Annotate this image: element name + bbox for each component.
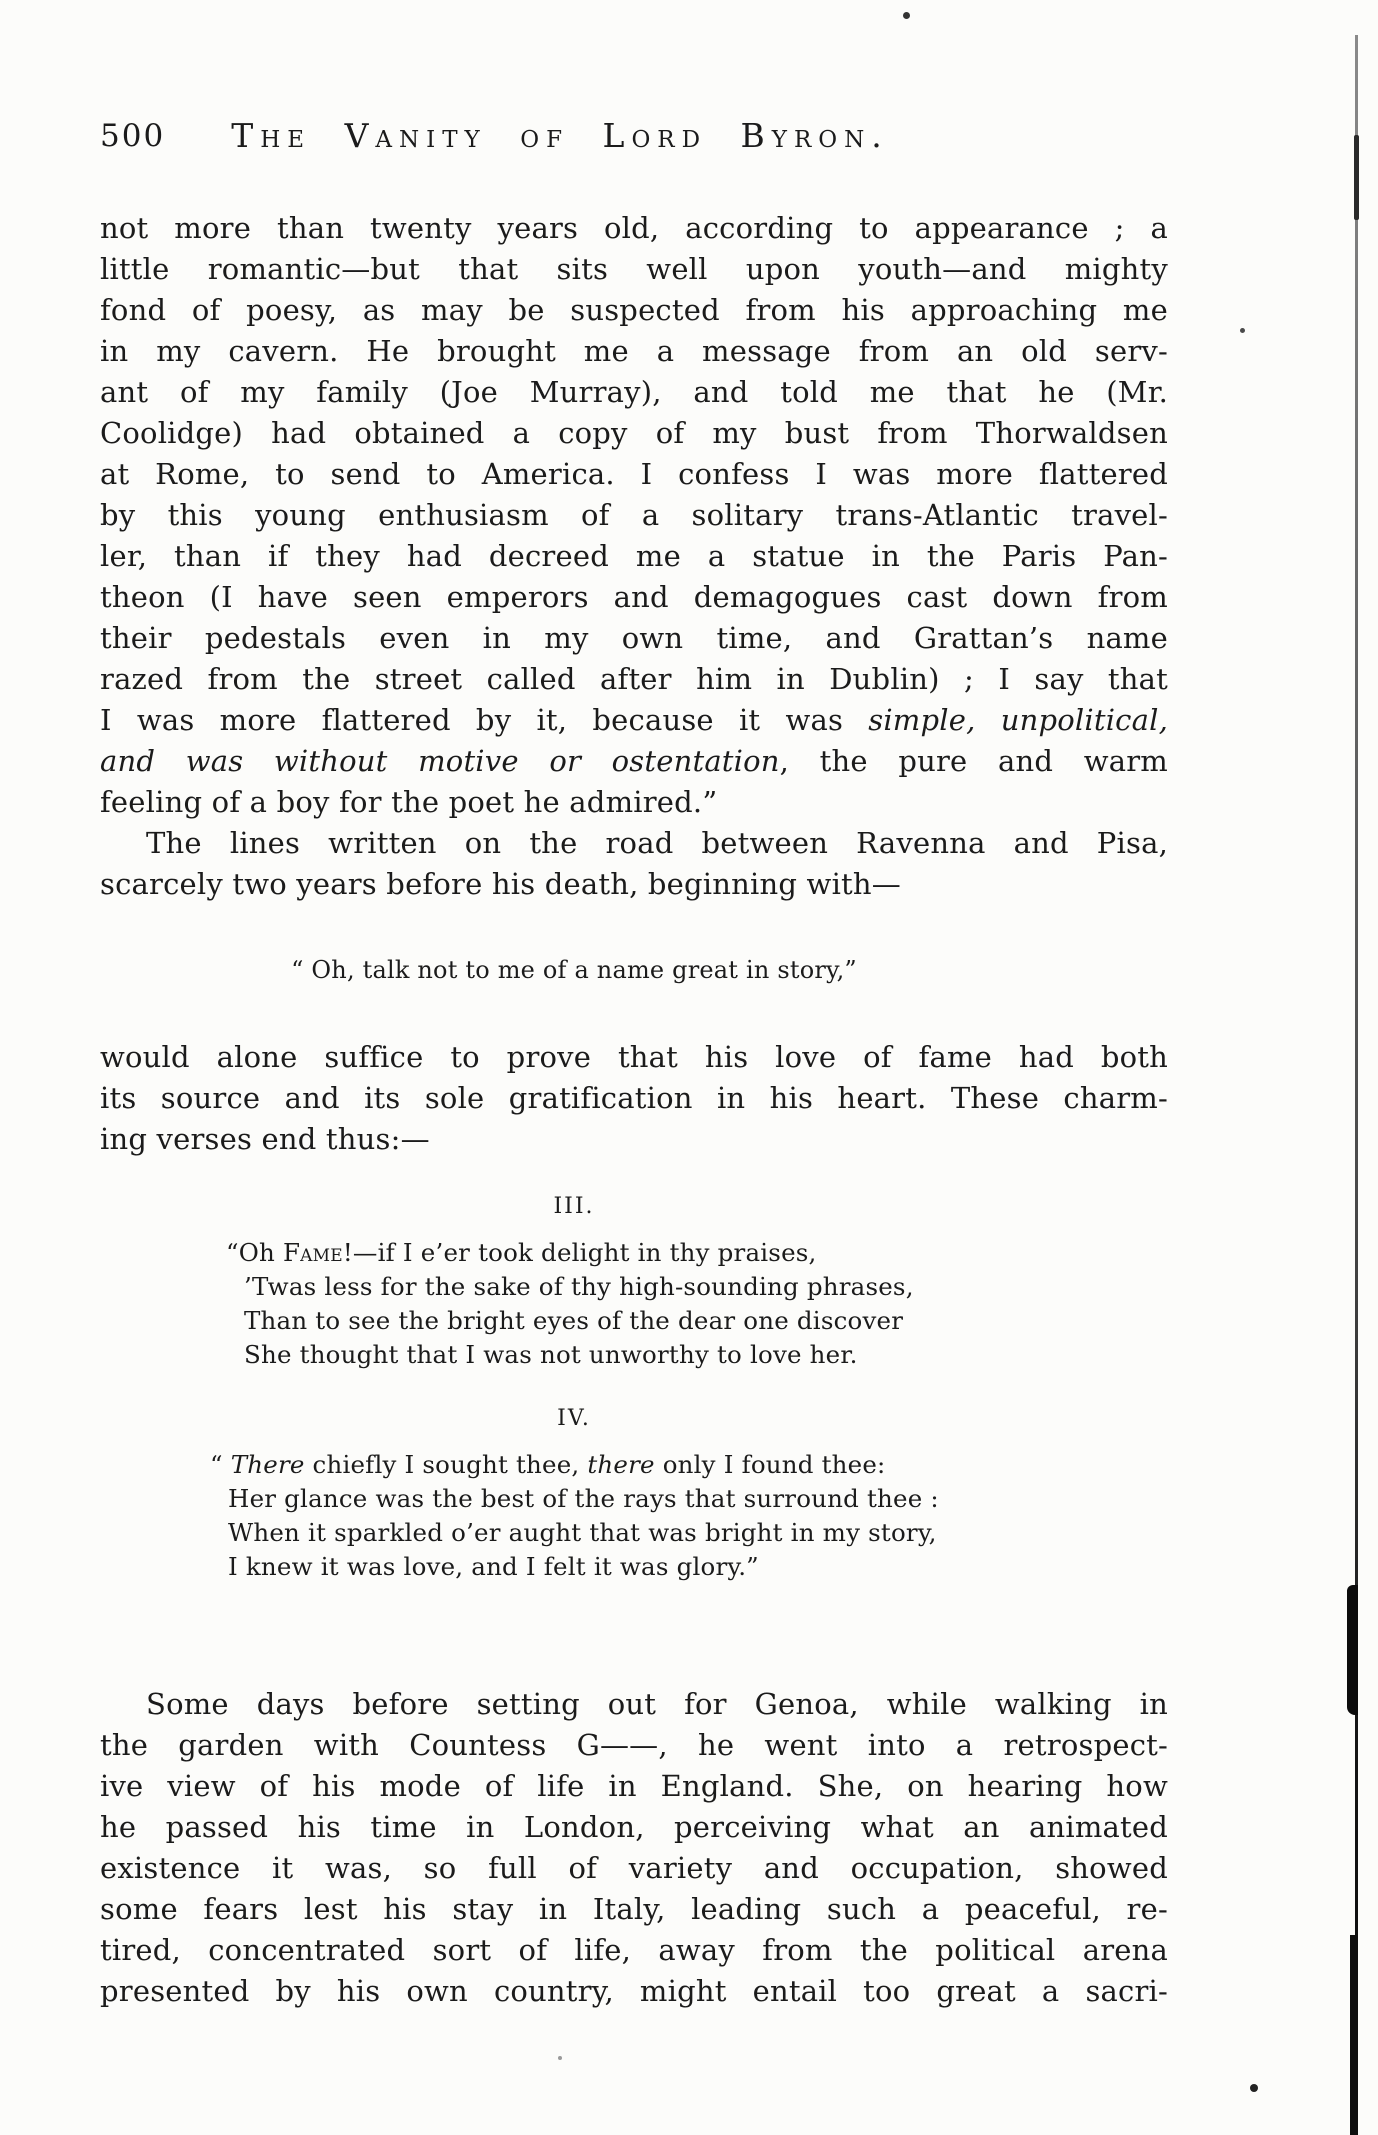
text-line: razed from the street called after him in Dublin) ; I say that: [100, 662, 1168, 696]
text-line: he passed his time in London, perceiving what an animated: [100, 1810, 1168, 1844]
verse-stanza-iii: [226, 1236, 1168, 1372]
running-title: The Vanity of Lord Byron.: [231, 116, 889, 155]
text-line: presented by his own country, might entail too great a sacri-: [100, 1974, 1168, 2008]
verse-heading-iii: III.: [553, 1194, 595, 1219]
text-line: some fears lest his stay in Italy, leading such a peaceful, re-: [100, 1892, 1168, 1926]
text-line: its source and its sole gratification in his heart. These charm-: [100, 1081, 1168, 1115]
text-line: ler, than if they had decreed me a statue in the Paris Pan-: [100, 539, 1168, 573]
text-line: Than to see the bright eyes of the dear one discover: [244, 1306, 904, 1335]
text-line: their pedestals even in my own time, and Grattan’s name: [100, 621, 1168, 655]
text-line: I was more flattered by it, because it was simple, unpolitical,: [100, 703, 1168, 737]
text-line: little romantic—but that sits well upon youth—and mighty: [100, 252, 1168, 286]
text-line: ’Twas less for the sake of thy high-sounding phrases,: [244, 1272, 914, 1301]
text-line: ing verses end thus:—: [100, 1122, 430, 1156]
text-line: Some days before setting out for Genoa, while walking in: [146, 1687, 1168, 1721]
text-line: The lines written on the road between Ravenna and Pisa,: [146, 826, 1168, 860]
text-line: tired, concentrated sort of life, away from the political arena: [100, 1933, 1168, 1967]
ink-speck: [558, 2056, 562, 2060]
text-line: scarcely two years before his death, beginning with—: [100, 867, 901, 901]
scan-edge-blob: [1347, 1585, 1358, 1715]
scan-edge-line: [1355, 35, 1358, 2130]
text-line: in my cavern. He brought me a message from an old serv-: [100, 334, 1168, 368]
text-line: theon (I have seen emperors and demagogues cast down from: [100, 580, 1168, 614]
scan-edge-mark-top: [1354, 135, 1359, 220]
text-line: “Oh Fame!—if I e’er took delight in thy praises,: [226, 1238, 817, 1267]
text-line: Her glance was the best of the rays that surround thee :: [228, 1484, 939, 1513]
paragraph-some-days: [100, 1684, 1168, 2012]
text-line: by this young enthusiasm of a solitary trans-Atlantic travel-: [100, 498, 1168, 532]
text-line: at Rome, to send to America. I confess I was more flattered: [100, 457, 1168, 491]
text-line: the garden with Countess G——, he went into a retrospect-: [100, 1728, 1168, 1762]
text-line: and was without motive or ostentation, the pure and warm: [100, 744, 1168, 778]
text-line: feeling of a boy for the poet he admired.”: [100, 785, 718, 819]
ink-speck: [1250, 2084, 1258, 2092]
paragraph-continued: [100, 208, 1168, 823]
text-line: existence it was, so full of variety and occupation, showed: [100, 1851, 1168, 1885]
text-line: fond of poesy, as may be suspected from his approaching me: [100, 293, 1168, 327]
paragraph-would-alone: [100, 1037, 1168, 1160]
text-line: ant of my family (Joe Murray), and told me that he (Mr.: [100, 375, 1168, 409]
text-block: [100, 118, 1168, 2012]
page-header: [100, 118, 1168, 164]
text-line: When it sparkled o’er aught that was bright in my story,: [228, 1518, 937, 1547]
text-line: “ There chiefly I sought thee, there only I found thee:: [210, 1450, 886, 1479]
text-line: ive view of his mode of life in England. She, on hearing how: [100, 1769, 1168, 1803]
body-text: [100, 208, 1168, 2012]
text-line: would alone suffice to prove that his love of fame had both: [100, 1040, 1168, 1074]
ink-speck: [903, 12, 910, 19]
paragraph-lines-written: [100, 823, 1168, 905]
text-line: Coolidge) had obtained a copy of my bust from Thorwaldsen: [100, 416, 1168, 450]
centered-quote: “ Oh, talk not to me of a name great in story,”: [291, 956, 857, 984]
text-line: I knew it was love, and I felt it was glory.”: [228, 1552, 759, 1581]
ink-speck: [1240, 328, 1245, 333]
verse-stanza-iv: [210, 1448, 1168, 1584]
verse-heading-iv: IV.: [557, 1406, 591, 1431]
scan-edge-blob-bottom: [1350, 1935, 1358, 2135]
text-line: She thought that I was not unworthy to love her.: [244, 1340, 858, 1369]
text-line: not more than twenty years old, according to appearance ; a: [100, 211, 1168, 245]
page-number: 500: [100, 118, 166, 154]
